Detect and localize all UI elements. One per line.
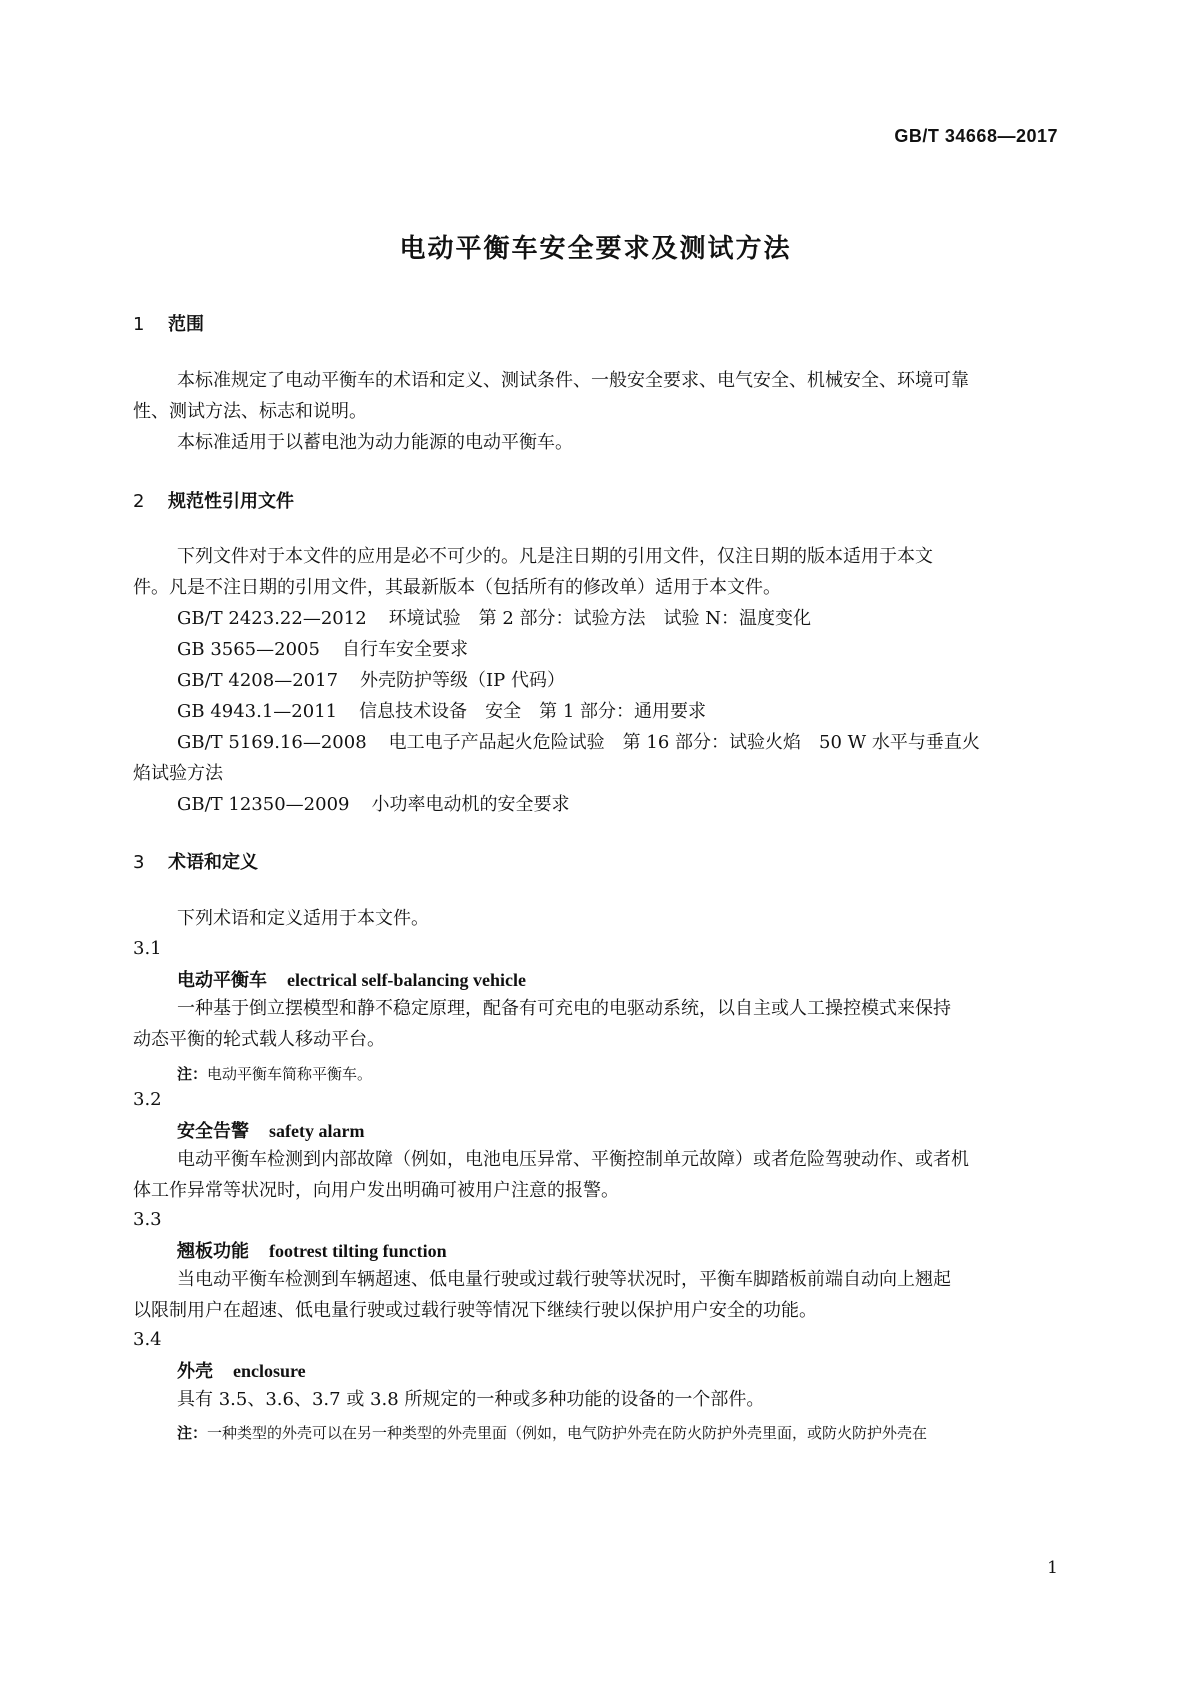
term-heading	[177, 1357, 306, 1383]
document-title: 电动平衡车安全要求及测试方法	[399, 234, 792, 264]
term-number: 3.4	[133, 1329, 162, 1350]
note-label: 注：	[177, 1424, 208, 1442]
term-en: footrest tilting function	[269, 1241, 447, 1261]
reference-title: 电工电子产品起火危险试验 第 16 部分：试验火焰 50 W 水平与垂直火	[388, 732, 980, 753]
reference-item	[177, 603, 811, 634]
term-definition-line-1: 当电动平衡车检测到车辆超速、低电量行驶或过载行驶等状况时，平衡车脚踏板前端自动向上翘起	[177, 1269, 951, 1290]
term-definition-line-1: 一种基于倒立摆模型和静不稳定原理，配备有可充电的电驱动系统，以自主或人工操控模式来保持	[177, 998, 951, 1019]
section-1-heading	[133, 310, 204, 336]
term-en: electrical self-balancing vehicle	[287, 970, 526, 990]
reference-code: GB 3565—2005	[177, 639, 320, 660]
note-text: 电动平衡车简称平衡车。	[207, 1065, 373, 1083]
reference-item	[177, 634, 468, 665]
section-1-para-2: 本标准适用于以蓄电池为动力能源的电动平衡车。	[177, 432, 573, 453]
section-title: 术语和定义	[168, 852, 258, 873]
note-label: 注：	[177, 1065, 208, 1083]
reference-item	[177, 727, 980, 758]
section-1-para-1-line-1: 本标准规定了电动平衡车的术语和定义、测试条件、一般安全要求、电气安全、机械安全、环境可靠	[177, 370, 969, 391]
section-2-heading	[133, 487, 294, 513]
reference-item	[177, 665, 565, 696]
reference-code: GB/T 5169.16—2008	[177, 732, 367, 753]
term-zh: 安全告警	[177, 1121, 249, 1142]
reference-code: GB/T 2423.22—2012	[177, 608, 367, 629]
section-2-para-line-1: 下列文件对于本文件的应用是必不可少的。凡是注日期的引用文件，仅注日期的版本适用于本文	[177, 546, 933, 567]
term-heading	[177, 1117, 364, 1143]
term-en: enclosure	[233, 1361, 306, 1381]
term-definition-line-2: 动态平衡的轮式载人移动平台。	[133, 1029, 385, 1050]
section-1-para-1-line-2: 性、测试方法、标志和说明。	[133, 401, 367, 422]
term-definition-line-1: 具有 3.5、3.6、3.7 或 3.8 所规定的一种或多种功能的设备的一个部件。	[177, 1389, 765, 1410]
term-number: 3.1	[133, 938, 162, 959]
section-number: 3	[133, 852, 145, 873]
section-title: 规范性引用文件	[168, 491, 294, 512]
term-en: safety alarm	[269, 1121, 365, 1141]
reference-code: GB/T 12350—2009	[177, 794, 350, 815]
reference-title: 小功率电动机的安全要求	[371, 794, 570, 815]
term-number: 3.3	[133, 1209, 162, 1230]
term-heading	[177, 966, 526, 992]
reference-title: 环境试验 第 2 部分：试验方法 试验 N：温度变化	[388, 608, 812, 629]
term-definition-line-2: 以限制用户在超速、低电量行驶或过载行驶等情况下继续行驶以保护用户安全的功能。	[133, 1300, 817, 1321]
term-number: 3.2	[133, 1089, 162, 1110]
reference-item-continuation: 焰试验方法	[133, 763, 223, 784]
section-number: 1	[133, 314, 145, 335]
reference-item	[177, 789, 569, 820]
reference-title: 自行车安全要求	[341, 639, 468, 660]
term-zh: 翘板功能	[177, 1241, 249, 1262]
reference-code: GB 4943.1—2011	[177, 701, 338, 722]
term-note	[177, 1063, 372, 1084]
section-3-heading	[133, 848, 258, 874]
reference-title: 外壳防护等级（IP 代码）	[360, 670, 565, 691]
section-title: 范围	[168, 314, 204, 335]
term-definition-line-1: 电动平衡车检测到内部故障（例如，电池电压异常、平衡控制单元故障）或者危险驾驶动作、或者机	[177, 1149, 969, 1170]
note-text: 一种类型的外壳可以在另一种类型的外壳里面（例如，电气防护外壳在防火防护外壳里面，或防火防护外壳在	[207, 1424, 928, 1442]
section-2-para-line-2: 件。凡是不注日期的引用文件，其最新版本（包括所有的修改单）适用于本文件。	[133, 577, 781, 598]
page-number: 1	[1047, 1558, 1058, 1578]
term-note	[177, 1422, 927, 1443]
section-number: 2	[133, 491, 145, 512]
standard-code: GB/T 34668—2017	[894, 126, 1058, 146]
section-3-intro: 下列术语和定义适用于本文件。	[177, 908, 429, 929]
reference-item	[177, 696, 706, 727]
term-definition-line-2: 体工作异常等状况时，向用户发出明确可被用户注意的报警。	[133, 1180, 619, 1201]
term-heading	[177, 1237, 447, 1263]
reference-title: 信息技术设备 安全 第 1 部分：通用要求	[359, 701, 707, 722]
term-zh: 外壳	[177, 1361, 213, 1382]
reference-code: GB/T 4208—2017	[177, 670, 339, 691]
term-zh: 电动平衡车	[177, 970, 267, 991]
